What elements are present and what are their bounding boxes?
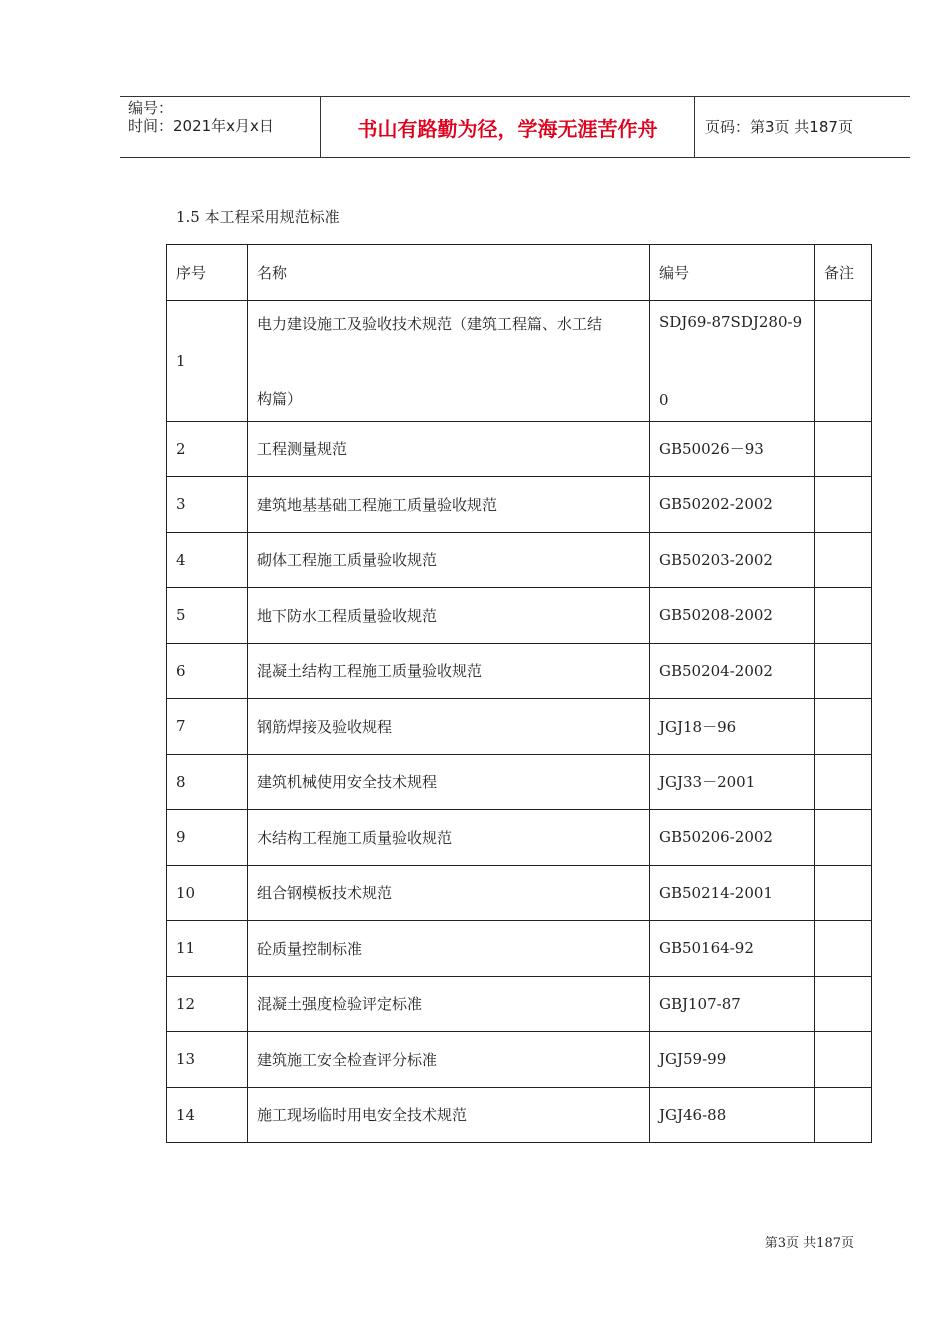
- row-name: 钢筋焊接及验收规程: [248, 699, 650, 755]
- document-time-label: 时间：2021年x月x日: [128, 117, 274, 135]
- row-index: 11: [167, 921, 248, 977]
- table-row: [167, 1032, 872, 1088]
- row-name: 建筑地基基础工程施工质量验收规范: [248, 477, 650, 533]
- row-name: 施工现场临时用电安全技术规范: [248, 1087, 650, 1143]
- table-row: [167, 421, 872, 477]
- row-index: 12: [167, 976, 248, 1032]
- row-name: 建筑施工安全检查评分标准: [248, 1032, 650, 1088]
- table-row: [167, 300, 872, 421]
- table-row: [167, 976, 872, 1032]
- row-index: 4: [167, 532, 248, 588]
- standards-table: [166, 244, 872, 1143]
- row-code: GBJ107-87: [650, 976, 815, 1032]
- row-code: [650, 300, 815, 421]
- table-row: [167, 1087, 872, 1143]
- table-row: [167, 921, 872, 977]
- row-code: JGJ46-88: [650, 1087, 815, 1143]
- row-code: GB50203-2002: [650, 532, 815, 588]
- table-row: [167, 754, 872, 810]
- row-name: 砌体工程施工质量验收规范: [248, 532, 650, 588]
- header-name: 名称: [248, 245, 650, 301]
- row-index: 2: [167, 421, 248, 477]
- row-index: 13: [167, 1032, 248, 1088]
- row-code: GB50214-2001: [650, 865, 815, 921]
- table-header-row: [167, 245, 872, 301]
- row-index: 9: [167, 810, 248, 866]
- table-row: [167, 588, 872, 644]
- row-code: JGJ59-99: [650, 1032, 815, 1088]
- row-code: GB50202-2002: [650, 477, 815, 533]
- table-row: [167, 532, 872, 588]
- header-right-cell: [695, 97, 910, 157]
- row-index: 8: [167, 754, 248, 810]
- header-middle-cell: [321, 97, 695, 157]
- document-number-label: 编号：: [128, 99, 174, 117]
- table-row: [167, 643, 872, 699]
- row-note: [815, 477, 872, 533]
- table-row: [167, 699, 872, 755]
- row-index: 10: [167, 865, 248, 921]
- row-index: 1: [167, 300, 248, 421]
- row-note: [815, 588, 872, 644]
- page-footer: 第3页 共187页: [764, 1236, 854, 1251]
- row-name: 组合钢模板技术规范: [248, 865, 650, 921]
- row-name: 木结构工程施工质量验收规范: [248, 810, 650, 866]
- row-note: [815, 699, 872, 755]
- row-code-line1: SDJ69-87SDJ280-9: [659, 312, 803, 331]
- row-index: 7: [167, 699, 248, 755]
- row-name: 地下防水工程质量验收规范: [248, 588, 650, 644]
- row-code: GB50208-2002: [650, 588, 815, 644]
- row-note: [815, 1032, 872, 1088]
- header-left-cell: [120, 97, 321, 157]
- row-code: GB50164-92: [650, 921, 815, 977]
- row-name: 工程测量规范: [248, 421, 650, 477]
- row-name: 混凝土结构工程施工质量验收规范: [248, 643, 650, 699]
- row-code: GB50026－93: [650, 421, 815, 477]
- row-name: 混凝土强度检验评定标准: [248, 976, 650, 1032]
- table-row: [167, 810, 872, 866]
- row-code: GB50206-2002: [650, 810, 815, 866]
- row-note: [815, 1087, 872, 1143]
- row-note: [815, 921, 872, 977]
- page-header: [120, 96, 910, 158]
- header-code: 编号: [650, 245, 815, 301]
- row-note: [815, 421, 872, 477]
- header-motto: 书山有路勤为径，学海无涯苦作舟: [357, 117, 658, 141]
- row-note: [815, 810, 872, 866]
- row-note: [815, 865, 872, 921]
- row-code: JGJ33－2001: [650, 754, 815, 810]
- row-name-line1: 电力建设施工及验收技术规范（建筑工程篇、水工结: [257, 314, 603, 333]
- row-name: [248, 300, 650, 421]
- header-page-info: 页码：第3页 共187页: [705, 118, 853, 136]
- row-code: JGJ18－96: [650, 699, 815, 755]
- row-index: 14: [167, 1087, 248, 1143]
- row-index: 3: [167, 477, 248, 533]
- row-code: GB50204-2002: [650, 643, 815, 699]
- table-row: [167, 865, 872, 921]
- header-note: 备注: [815, 245, 872, 301]
- row-name: 砼质量控制标准: [248, 921, 650, 977]
- row-note: [815, 976, 872, 1032]
- row-index: 6: [167, 643, 248, 699]
- row-note: [815, 300, 872, 421]
- section-title: 1.5 本工程采用规范标准: [176, 208, 340, 226]
- row-index: 5: [167, 588, 248, 644]
- row-name: 建筑机械使用安全技术规程: [248, 754, 650, 810]
- row-code-line2: 0: [659, 390, 669, 409]
- row-note: [815, 643, 872, 699]
- header-index: 序号: [167, 245, 248, 301]
- row-note: [815, 754, 872, 810]
- table-row: [167, 477, 872, 533]
- row-name-line2: 构篇）: [257, 389, 303, 408]
- row-note: [815, 532, 872, 588]
